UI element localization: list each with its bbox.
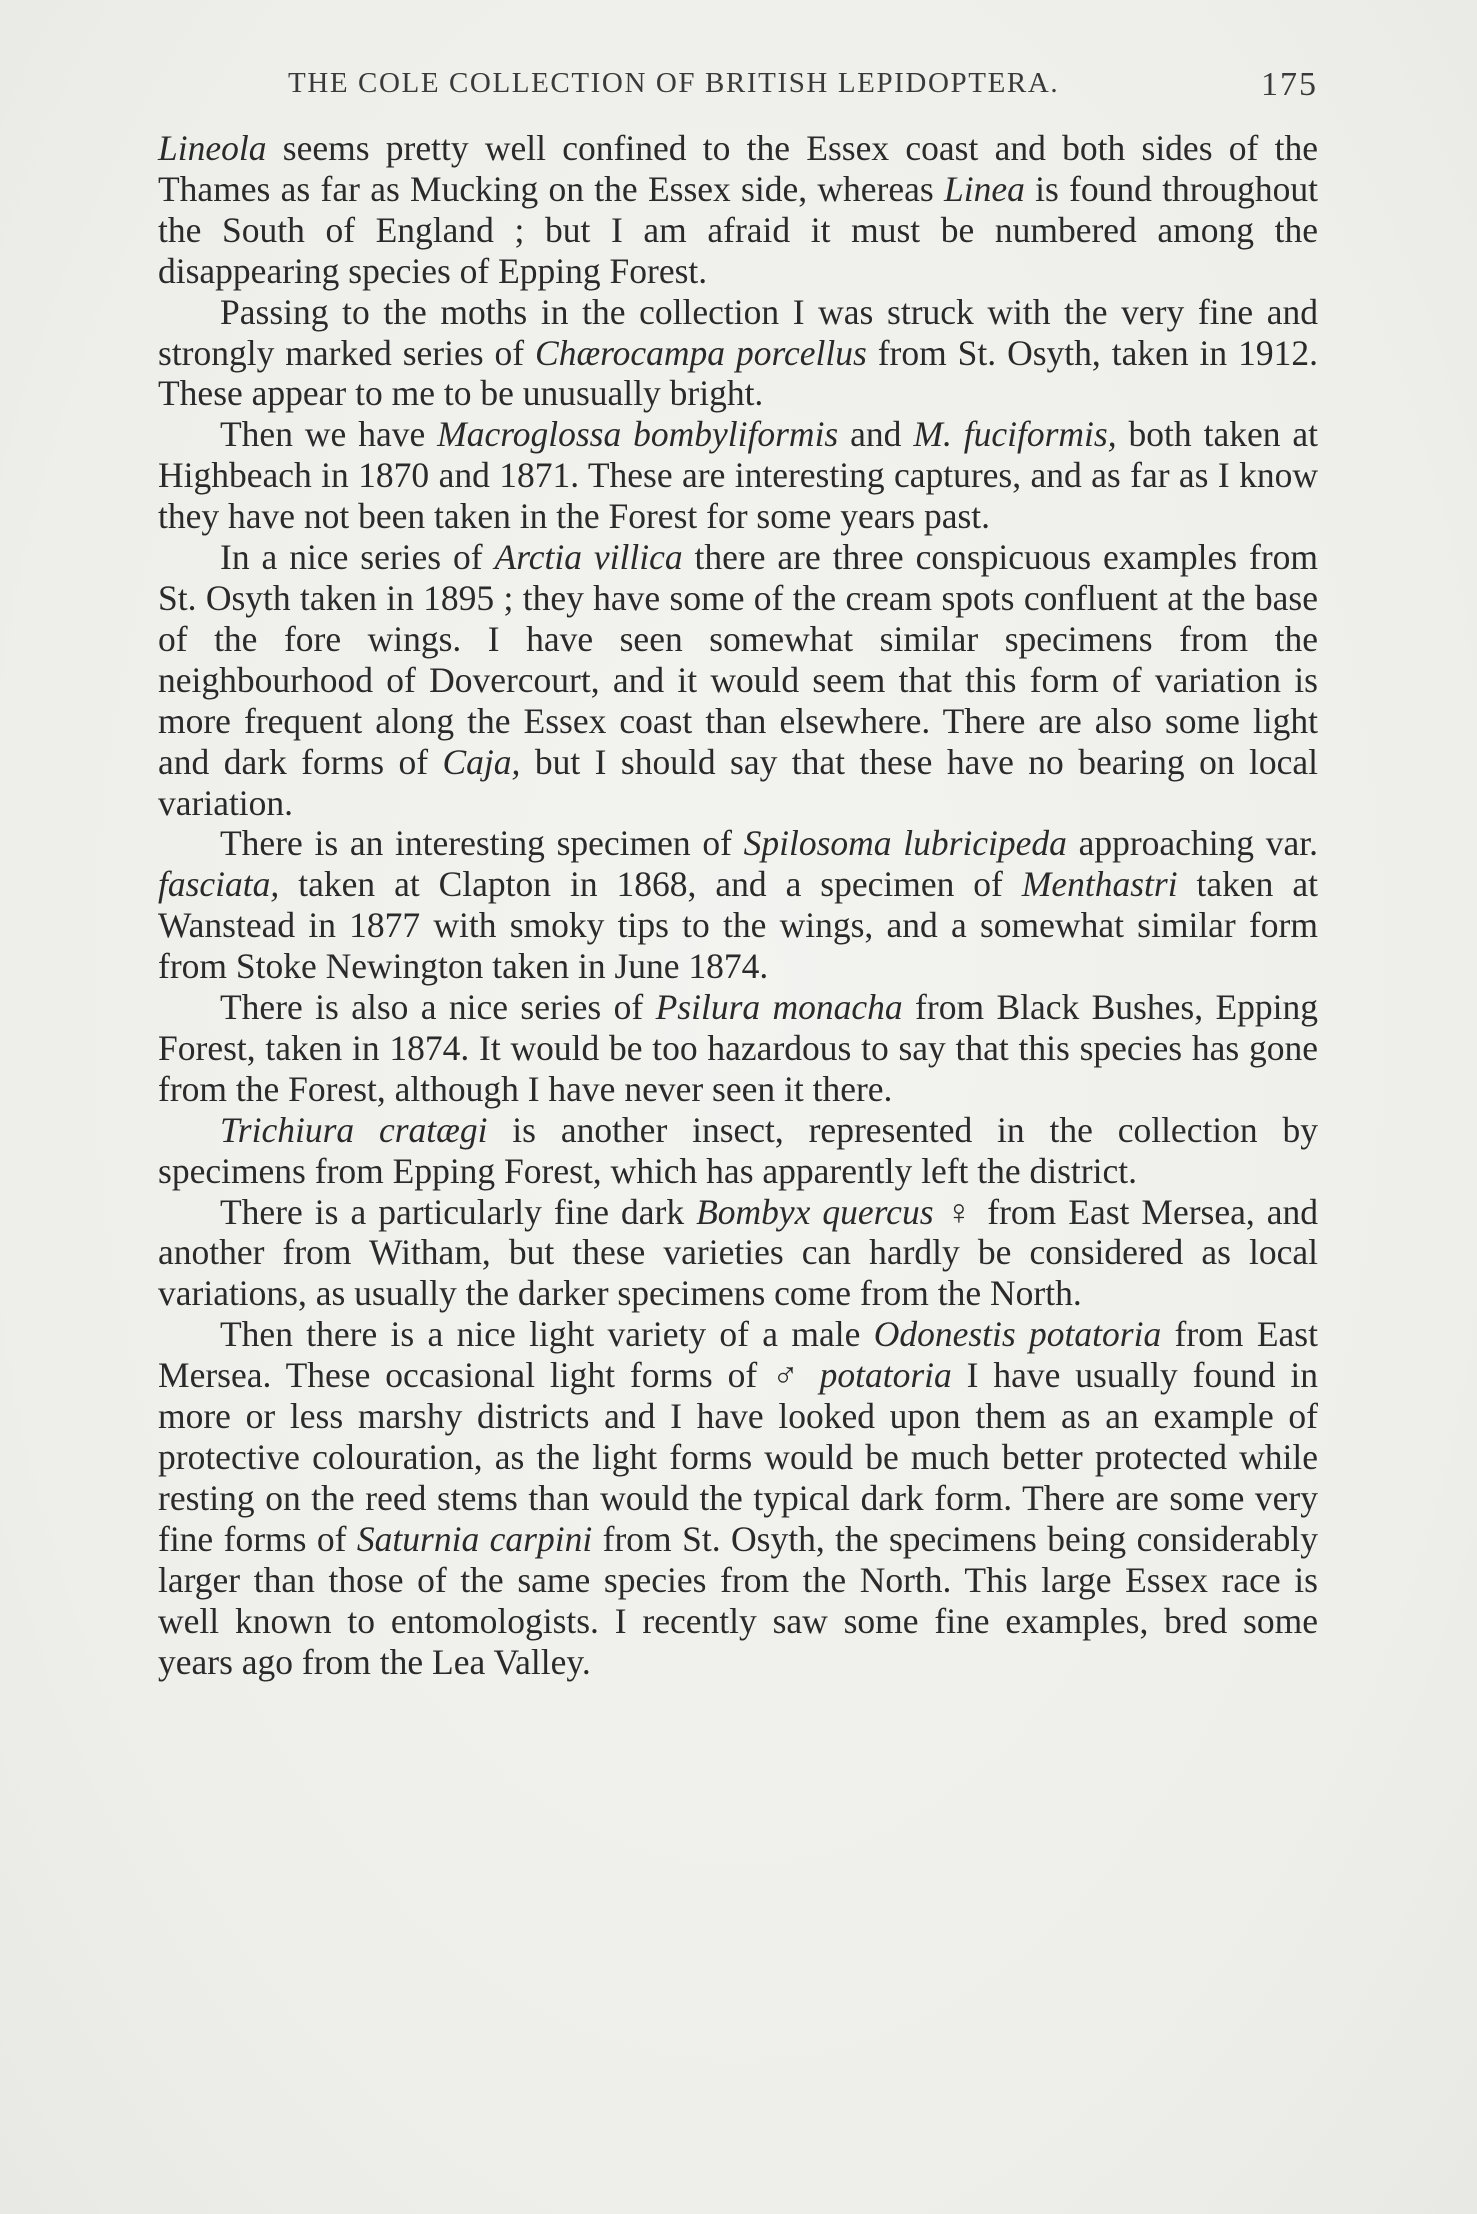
- text-run: from East Mersea. These occasional light forms of: [158, 1314, 1318, 1396]
- text-run: from St. Osyth, taken in 1912. These appear to me to be unusually bright.: [158, 332, 1318, 414]
- text-run: from Black Bushes, Epping Forest, taken in 1874. It would be too hazardous to say that this species has gone from the Forest, although I have never seen it there.: [158, 987, 1318, 1109]
- text-run: taken at Clapton in 1868, and a specimen of: [279, 864, 1022, 905]
- text-run: In a nice series of: [220, 537, 495, 578]
- text-run: from St. Osyth, the specimens being considerably larger than those of the same species from the North. This large Essex race is well known to entomologists. I recently saw some fine examples, bred some years ago from the Lea Valley.: [158, 1518, 1318, 1682]
- italic-species-name: Arctia villica: [494, 537, 683, 578]
- italic-species-name: Psilura monacha: [655, 987, 903, 1028]
- text-run: There is also a nice series of: [220, 987, 656, 1028]
- running-title: THE COLE COLLECTION OF BRITISH LEPIDOPTERA.: [288, 67, 1060, 99]
- text-run: there are three conspicuous examples from St. Osyth taken in 1895 ; they have some of the cream spots confluent at the base of the fore wings. I have seen somewhat similar specimens from the neighbourhood of Dovercourt, and it would seem that this form of variation is more frequent along the Essex coast than elsewhere. There are also some light and dark forms of: [158, 537, 1319, 782]
- text-run: Then we have: [220, 414, 438, 455]
- italic-species-name: Linea: [943, 168, 1025, 209]
- italic-species-name: Menthastri: [1021, 864, 1178, 905]
- text-run: There is an interesting specimen of: [220, 823, 744, 864]
- page-number: 175: [1261, 66, 1318, 103]
- text-run: Then there is a nice light variety of a male: [220, 1314, 874, 1355]
- italic-species-name: Trichiura cratægi: [220, 1109, 488, 1150]
- text-run: I have usually found in more or less marshy districts and I have looked upon them as an example of protective colouration, as the light forms would be much better protected while resting on the reed stems than would the typical dark form. There are some very fine forms of: [158, 1355, 1318, 1559]
- text-run: ♀ from East Mersea, and another from Witham, but these varieties can hardly be considered as local variations, as usually the darker specimens come from the North.: [158, 1191, 1318, 1314]
- paragraph: [158, 987, 1318, 1110]
- paragraph: [158, 1314, 1318, 1682]
- text-run: and: [838, 414, 914, 455]
- text-run: both taken at Highbeach in 1870 and 1871. These are interesting captures, and as far as I know they have not been taken in the Forest for some years past.: [158, 414, 1318, 537]
- paragraph: [158, 537, 1318, 823]
- text-run: approaching var.: [1066, 823, 1318, 864]
- italic-species-name: Lineola: [158, 128, 267, 168]
- italic-species-name: Bombyx quercus: [696, 1191, 934, 1232]
- italic-species-name: ♂ potatoria: [772, 1355, 952, 1396]
- italic-species-name: fasciata,: [158, 864, 280, 905]
- text-run: seems pretty well confined to the Essex coast and both sides of the Thames as far as Mucking on the Essex side, whereas: [158, 128, 1318, 209]
- italic-species-name: M. fuciformis,: [913, 414, 1117, 455]
- text-run: but I should say that these have no bearing on local variation.: [158, 741, 1319, 823]
- paragraph: [158, 128, 1318, 292]
- paragraph: [158, 1192, 1318, 1315]
- italic-species-name: Saturnia carpini: [356, 1518, 593, 1559]
- paragraph: [158, 823, 1318, 987]
- text-run: There is a particularly fine dark: [220, 1191, 697, 1232]
- text-run: Passing to the moths in the collection I was struck with the very fine and strongly marked series of: [158, 291, 1318, 373]
- italic-species-name: Caja,: [442, 741, 521, 782]
- paragraph: [158, 1110, 1318, 1192]
- italic-species-name: Odonestis potatoria: [873, 1314, 1162, 1355]
- body-text: [158, 128, 1318, 1682]
- italic-species-name: Chærocampa porcellus: [535, 332, 867, 373]
- paragraph: [158, 414, 1318, 537]
- text-run: is another insect, represented in the collection by specimens from Epping Forest, which has apparently left the district.: [158, 1109, 1319, 1191]
- text-run: taken at Wanstead in 1877 with smoky tips to the wings, and a somewhat similar form from Stoke Newington taken in June 1874.: [158, 864, 1318, 987]
- running-head: [158, 58, 1318, 108]
- italic-species-name: Macroglossa bombyliformis: [437, 414, 839, 455]
- italic-species-name: Spilosoma lubricipeda: [743, 823, 1067, 864]
- paragraph: [158, 292, 1318, 415]
- text-run: is found throughout the South of England ; but I am afraid it must be numbered among the disappearing species of Epping Forest.: [158, 168, 1318, 291]
